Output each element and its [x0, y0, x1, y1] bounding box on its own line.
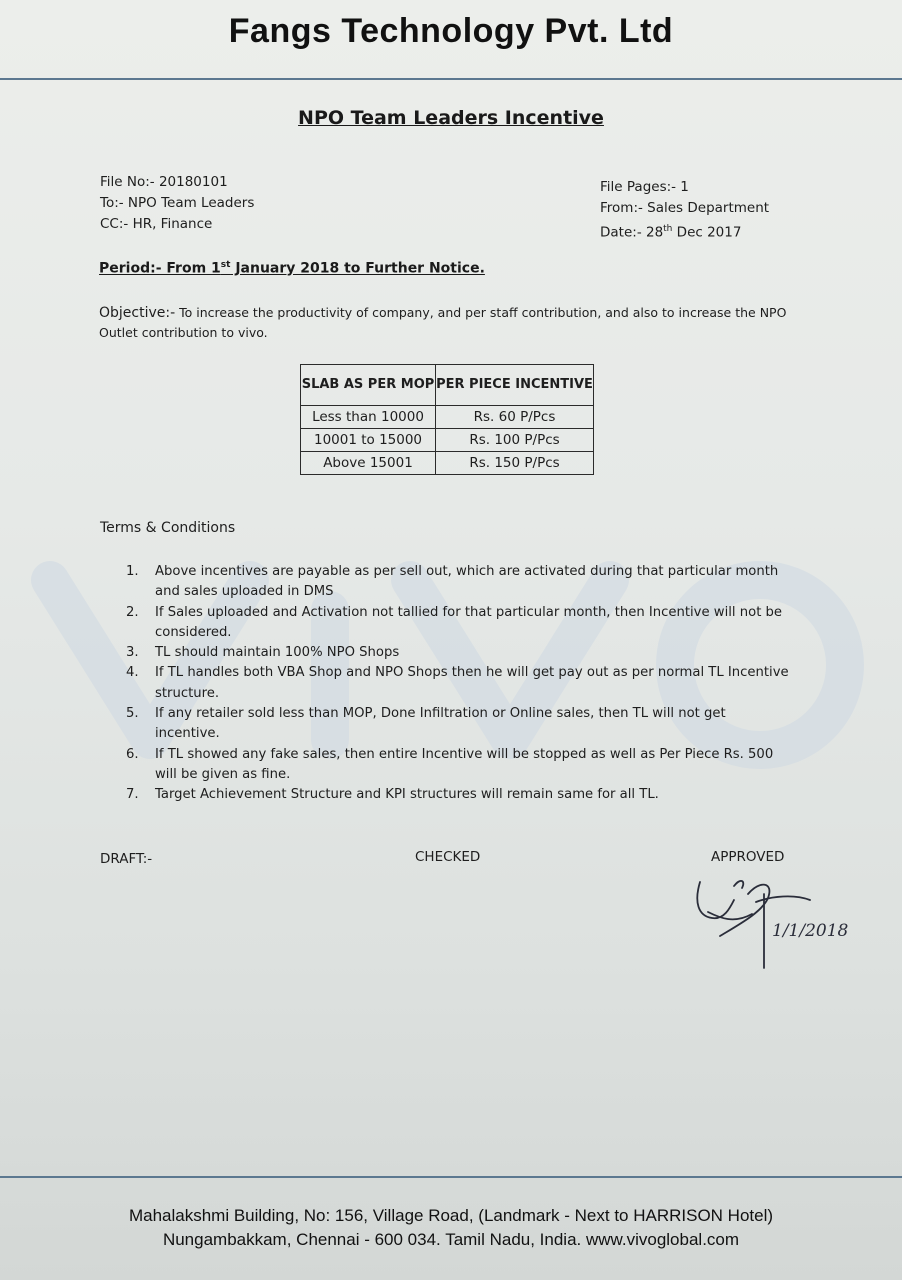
meta-left-block — [100, 172, 254, 235]
header-incentive: PER PIECE INCENTIVE — [436, 365, 594, 406]
footer-divider — [0, 1176, 902, 1178]
approved-label: APPROVED — [711, 849, 785, 865]
objective-paragraph — [99, 303, 799, 343]
incentive-slab-table — [300, 364, 594, 475]
list-item: 6. If TL showed any fake sales, then entire Incentive will be stopped as well as Per Piece Rs. 500 will be given as fine. — [126, 746, 774, 782]
cc-line: CC:- HR, Finance — [100, 216, 213, 232]
table-header-row — [301, 365, 594, 406]
footer-line-2: Nungambakkam, Chennai - 600 034. Tamil Nadu, India. www.vivoglobal.com — [162, 1230, 740, 1249]
objective-text: To increase the productivity of company, and per staff contribution, and also to increase the NPO Outlet contribution to vivo. — [99, 305, 787, 340]
recipient: To:- NPO Team Leaders — [100, 195, 255, 211]
incentive-cell: Rs. 150 P/Pcs — [436, 452, 594, 475]
approval-signature — [690, 872, 860, 972]
list-item: 3. TL should maintain 100% NPO Shops — [126, 645, 400, 661]
terms-heading: Terms & Conditions — [100, 520, 236, 536]
slab-cell: 10001 to 15000 — [301, 429, 436, 452]
incentive-cell: Rs. 100 P/Pcs — [436, 429, 594, 452]
table-row — [301, 406, 594, 429]
table-row — [301, 429, 594, 452]
meta-right-block — [600, 177, 769, 244]
header-slab: SLAB AS PER MOP — [301, 365, 436, 406]
checked-label: CHECKED — [415, 849, 481, 865]
date-line: Date:- 28th Dec 2017 — [600, 224, 742, 241]
file-pages: File Pages:- 1 — [600, 179, 689, 195]
list-item: 4. If TL handles both VBA Shop and NPO Shops then he will get pay out as per normal TL Incentive structure. — [126, 665, 789, 701]
document-title: NPO Team Leaders Incentive — [298, 107, 604, 129]
objective-label: Objective:- — [99, 305, 176, 321]
company-name: Fangs Technology Pvt. Ltd — [228, 12, 674, 50]
table-row — [301, 452, 594, 475]
header-divider — [0, 78, 902, 80]
terms-list — [126, 562, 790, 806]
draft-label: DRAFT:- — [100, 851, 153, 867]
signature-date: 1/1/2018 — [772, 921, 849, 941]
slab-cell: Above 15001 — [301, 452, 436, 475]
list-item: 7. Target Achievement Structure and KPI structures will remain same for all TL. — [126, 787, 659, 803]
period-line: Period:- From 1st January 2018 to Further Notice. — [99, 260, 485, 277]
incentive-cell: Rs. 60 P/Pcs — [436, 406, 594, 429]
list-item: 1. Above incentives are payable as per sell out, which are activated during that particular month and sales uploaded in DMS — [126, 564, 779, 600]
list-item: 2. If Sales uploaded and Activation not tallied for that particular month, then Incentive will not be considered. — [126, 604, 783, 640]
footer-address — [0, 1204, 902, 1252]
from-line: From:- Sales Department — [600, 200, 770, 216]
slab-cell: Less than 10000 — [301, 406, 436, 429]
file-number: File No:- 20180101 — [100, 174, 228, 190]
list-item: 5. If any retailer sold less than MOP, Done Infiltration or Online sales, then TL will not get incentive. — [126, 706, 726, 742]
footer-line-1: Mahalakshmi Building, No: 156, Village Road, (Landmark - Next to HARRISON Hotel) — [128, 1206, 774, 1225]
